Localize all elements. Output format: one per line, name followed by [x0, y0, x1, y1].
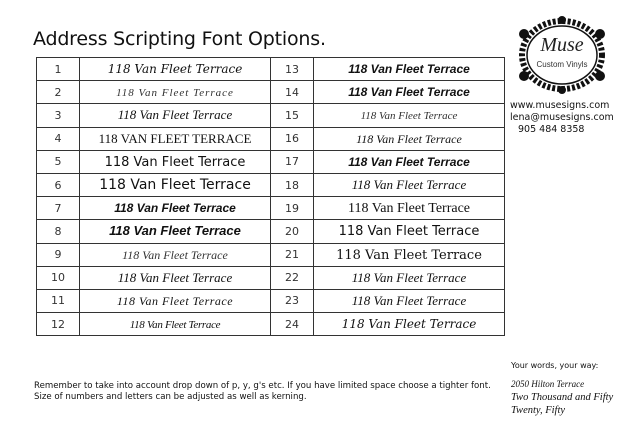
font-number: 14 — [271, 81, 314, 104]
font-sample-cell[interactable] — [314, 313, 505, 336]
logo-subtitle: Custom Vinyls — [536, 60, 588, 69]
font-sample-text: 118 Van Fleet Terrace — [122, 247, 228, 262]
font-row — [37, 150, 505, 173]
font-sample-text: 118 VAN FLEET TERRACE — [98, 130, 252, 146]
font-sample-text: 118 Van Fleet Terrace — [360, 110, 458, 123]
website-link[interactable]: www.musesigns.com — [510, 100, 610, 111]
font-number: 20 — [271, 220, 314, 243]
font-sample-text: 118 Van Fleet Terrace — [356, 131, 462, 146]
your-words-examples — [511, 378, 613, 417]
font-sample-cell[interactable] — [80, 104, 271, 127]
font-number: 19 — [271, 197, 314, 220]
font-number: 15 — [271, 104, 314, 127]
font-sample-cell[interactable] — [314, 266, 505, 289]
example-line: 2050 Hilton Terrace — [511, 379, 585, 389]
font-number: 18 — [271, 173, 314, 196]
font-options-table — [36, 57, 505, 336]
font-sample-text: 118 Van Fleet Terrace — [129, 319, 221, 332]
font-row — [37, 127, 505, 150]
logo-name: Muse — [540, 34, 584, 56]
font-number: 6 — [37, 173, 80, 196]
font-number: 5 — [37, 150, 80, 173]
font-sample-cell[interactable] — [80, 289, 271, 312]
font-number: 23 — [271, 289, 314, 312]
font-number: 12 — [37, 313, 80, 336]
font-number: 22 — [271, 266, 314, 289]
font-sample-text: 118 Van Fleet Terrace — [104, 154, 246, 170]
font-sample-cell[interactable] — [80, 150, 271, 173]
font-row — [37, 58, 505, 81]
font-number: 8 — [37, 220, 80, 243]
font-sample-text: 118 Van Fleet Terrace — [348, 85, 470, 100]
font-sample-text: 118 Van Fleet Terrace — [348, 201, 470, 217]
font-row — [37, 197, 505, 220]
font-sample-cell[interactable] — [80, 266, 271, 289]
font-sample-cell[interactable] — [314, 243, 505, 266]
font-sample-cell[interactable] — [314, 127, 505, 150]
font-number: 4 — [37, 127, 80, 150]
font-number: 17 — [271, 150, 314, 173]
font-number: 16 — [271, 127, 314, 150]
font-row — [37, 81, 505, 104]
font-sample-text: 118 Van Fleet Terrace — [117, 107, 233, 123]
font-sample-text: 118 Van Fleet Terrace — [348, 62, 470, 77]
font-sample-cell[interactable] — [80, 220, 271, 243]
font-number: 21 — [271, 243, 314, 266]
font-number: 24 — [271, 313, 314, 336]
font-number: 11 — [37, 289, 80, 312]
font-sample-text: 118 Van Fleet Terrace — [338, 224, 480, 240]
font-number: 10 — [37, 266, 80, 289]
email-link[interactable]: lena@musesigns.com — [510, 112, 614, 123]
font-row — [37, 220, 505, 243]
font-number: 1 — [37, 58, 80, 81]
note-line-1: Remember to take into account drop down of p, y, g's etc. If you have limited space choose a tighter font. — [34, 381, 491, 391]
font-sample-text: 118 Van Fleet Terrace — [351, 177, 467, 193]
font-sample-cell[interactable] — [314, 220, 505, 243]
font-sample-text: 118 Van Fleet Terrace — [114, 201, 236, 216]
font-sample-cell[interactable] — [314, 104, 505, 127]
font-sample-text: 118 Van Fleet Terrace — [107, 62, 243, 77]
example-line: Two Thousand and Fifty — [511, 392, 614, 403]
font-number: 9 — [37, 243, 80, 266]
font-sample-cell[interactable] — [80, 127, 271, 150]
font-sample-cell[interactable] — [314, 289, 505, 312]
font-sample-text: 118 Van Fleet Terrace — [116, 293, 234, 308]
font-sample-cell[interactable] — [80, 58, 271, 81]
font-sample-cell[interactable] — [80, 243, 271, 266]
font-sample-text: 118 Van Fleet Terrace — [348, 154, 470, 169]
font-sample-cell[interactable] — [314, 81, 505, 104]
font-number: 13 — [271, 58, 314, 81]
font-number: 2 — [37, 81, 80, 104]
font-row — [37, 289, 505, 312]
muse-logo — [514, 14, 610, 96]
font-sample-text: 118 Van Fleet Terrace — [99, 177, 251, 194]
font-sample-cell[interactable] — [80, 197, 271, 220]
font-sample-cell[interactable] — [314, 58, 505, 81]
font-sample-cell[interactable] — [80, 81, 271, 104]
font-sample-cell[interactable] — [314, 173, 505, 196]
font-number: 3 — [37, 104, 80, 127]
font-row — [37, 266, 505, 289]
font-sample-text: 118 Van Fleet Terrace — [109, 223, 241, 239]
font-note — [34, 381, 491, 403]
contact-info — [510, 100, 614, 136]
font-sample-text: 118 Van Fleet Terrace — [336, 247, 482, 263]
phone-number: 905 484 8358 — [518, 124, 585, 135]
font-row — [37, 313, 505, 336]
font-row — [37, 243, 505, 266]
font-sample-cell[interactable] — [314, 150, 505, 173]
font-sample-text: 118 Van Fleet Terrace — [341, 317, 477, 332]
example-line: Twenty, Fifty — [511, 405, 566, 416]
font-sample-text: 118 Van Fleet Terrace — [351, 292, 467, 308]
font-sample-cell[interactable] — [80, 173, 271, 196]
font-row — [37, 104, 505, 127]
your-words-heading: Your words, your way: — [511, 361, 599, 370]
font-sample-text: 118 Van Fleet Terrace — [117, 269, 233, 285]
font-sample-cell[interactable] — [80, 313, 271, 336]
font-number: 7 — [37, 197, 80, 220]
font-row — [37, 173, 505, 196]
note-line-2: Size of numbers and letters can be adjusted as well as kerning. — [34, 392, 307, 402]
font-sample-text: 118 Van Fleet Terrace — [116, 87, 234, 100]
font-sample-text: 118 Van Fleet Terrace — [351, 269, 467, 285]
page-title: Address Scripting Font Options. — [33, 28, 326, 50]
font-sample-cell[interactable] — [314, 197, 505, 220]
